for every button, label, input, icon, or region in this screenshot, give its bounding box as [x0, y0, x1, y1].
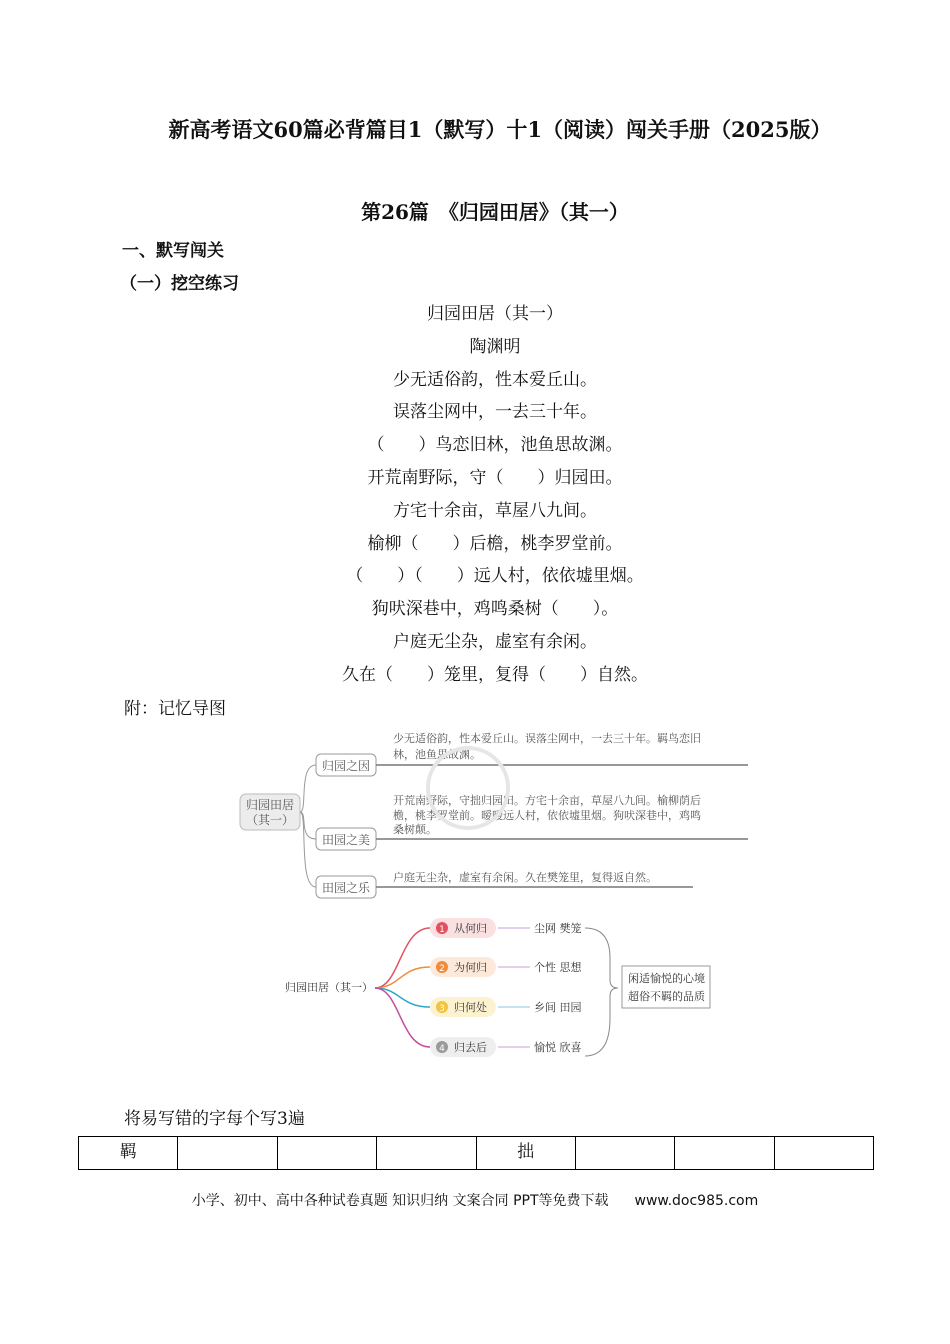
mindmap2-item-label: 归去后 — [454, 1041, 487, 1054]
mindmap-image-1 — [238, 718, 753, 903]
footer-url[interactable]: www.doc985.com — [634, 1193, 759, 1209]
mindmap2-item-detail: 乡间 田园 — [534, 1001, 582, 1014]
attachment-label: 附：记忆导图 — [124, 699, 226, 719]
poem-line: 误落尘网中，一去三十年。 — [393, 402, 597, 423]
mindmap1-root-label: 归园田居 — [245, 798, 295, 812]
poem-line: 榆柳（ ）后檐，桃李罗堂前。 — [367, 533, 623, 554]
mindmap1-branch-text: 户庭无尘杂，虚室有余闲。久在樊笼里，复得返自然。 — [393, 871, 657, 884]
practice-cell-blank[interactable] — [575, 1137, 674, 1170]
section-heading: 一、默写闯关 — [122, 241, 224, 261]
mindmap1-branch-text: 檐，桃李罗堂前。暧暧远人村，依依墟里烟。狗吠深巷中，鸡鸣 — [393, 809, 701, 822]
mindmap2-item-number: 3 — [439, 1004, 445, 1014]
mindmap2-item-detail: 愉悦 欣喜 — [534, 1041, 582, 1054]
mindmap2-item-number: 2 — [439, 964, 445, 974]
mindmap2-brace — [585, 928, 618, 1056]
poem-author: 陶渊明 — [469, 336, 521, 357]
mindmap2-item-label: 归何处 — [454, 1001, 487, 1014]
poem-line: （ ）（ ）远人村，依依墟里烟。 — [346, 566, 644, 587]
mindmap2-item-label: 为何归 — [454, 961, 487, 974]
mindmap2-item-label: 从何归 — [454, 922, 487, 935]
table-row — [79, 1137, 874, 1170]
practice-cell-blank[interactable] — [178, 1137, 277, 1170]
mindmap1-branch-text: 少无适俗韵，性本爱丘山。误落尘网中，一去三十年。羁鸟恋旧 — [393, 732, 701, 745]
poem-line: 久在（ ）笼里，复得（ ）自然。 — [342, 664, 648, 685]
mindmap1-branch-text: 林，池鱼思故渊。 — [393, 748, 481, 761]
practice-cell-blank[interactable] — [675, 1137, 774, 1170]
footer-text: 小学、初中、高中各种试卷真题 知识归纳 文案合同 PPT等免费下载 — [191, 1193, 609, 1209]
poem-title: 归园田居（其一） — [427, 304, 563, 324]
mindmap2-item-detail: 个性 思想 — [534, 961, 582, 974]
poem-line: 开荒南野际，守（ ）归园田。 — [367, 467, 623, 488]
practice-cell-blank[interactable] — [277, 1137, 376, 1170]
mindmap2-summary: 闲适愉悦的心境 — [628, 972, 705, 985]
mindmap1-branch-label: 归园之因 — [321, 759, 371, 773]
mindmap2-item-detail: 尘网 樊笼 — [534, 922, 582, 935]
page-footer — [0, 1190, 950, 1210]
practice-cell: 羁 — [79, 1137, 178, 1170]
mindmap2-summary: 超俗不羁的品质 — [628, 990, 705, 1003]
practice-cell: 拙 — [476, 1137, 575, 1170]
mindmap2-item-number: 4 — [439, 1044, 445, 1054]
mindmap2-root: 归园田居（其一） — [285, 981, 373, 994]
practice-cell-blank[interactable] — [377, 1137, 476, 1170]
mindmap1-branch-label: 田园之乐 — [321, 881, 371, 895]
practice-table — [78, 1136, 874, 1170]
mindmap1-branch-label: 田园之美 — [321, 833, 371, 847]
document-title: 新高考语文60篇必背篇目1（默写）十1（阅读）闯关手册（2025版） — [168, 117, 832, 142]
poem-line: 户庭无尘杂，虚室有余闲。 — [393, 631, 597, 652]
poem-line: 狗吠深巷中，鸡鸣桑树（ ）。 — [371, 599, 619, 620]
poem-line: 方宅十余亩，草屋八九间。 — [393, 500, 597, 521]
practice-cell-blank[interactable] — [774, 1137, 873, 1170]
mindmap1-branch-text: 开荒南野际，守拙归园田。方宅十余亩，草屋八九间。榆柳荫后 — [393, 794, 701, 807]
poem-block — [0, 298, 950, 692]
chapter-title: 第26篇 《归园田居》（其一） — [361, 200, 629, 224]
practice-instruction: 将易写错的字每个写3遍 — [124, 1109, 305, 1129]
mindmap-image-2 — [280, 908, 720, 1068]
mindmap1-branch-text: 桑树颠。 — [393, 823, 437, 836]
subsection-heading: （一）挖空练习 — [120, 274, 239, 294]
mindmap2-item-number: 1 — [439, 925, 445, 935]
poem-line: 少无适俗韵，性本爱丘山。 — [393, 369, 597, 390]
poem-line: （ ）鸟恋旧林，池鱼思故渊。 — [367, 435, 623, 456]
mindmap1-root-label-sub: （其一） — [245, 813, 295, 827]
